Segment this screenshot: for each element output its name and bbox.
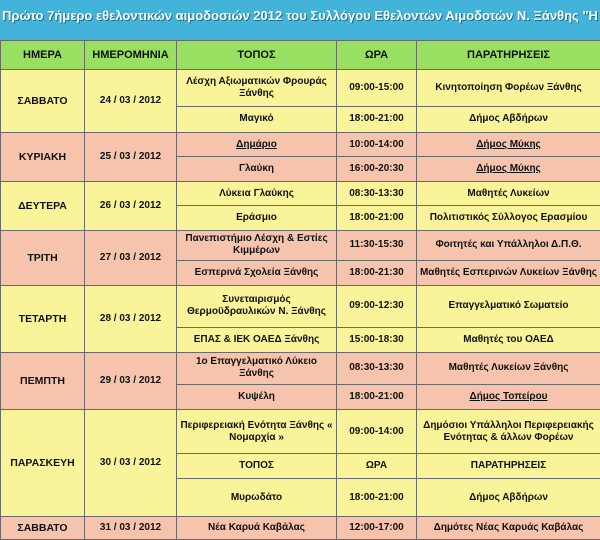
notes-cell: Δημότες Νέας Καρυάς Καβάλας [417, 517, 600, 540]
time-cell: 18:00-21:00 [337, 106, 417, 132]
notes-cell: Κινητοποίηση Φορέων Ξάνθης [417, 70, 600, 107]
notes-cell: Μαθητές Λυκείων Ξάνθης [417, 352, 600, 385]
time-cell: 08:30-13:30 [337, 181, 417, 205]
place-cell: Κυψέλη [177, 385, 337, 409]
day-cell: ΚΥΡΙΑΚΗ [1, 133, 85, 182]
table-row [1, 517, 600, 540]
notes-cell: Δήμος Αβδήρων [417, 478, 600, 517]
table-row [1, 352, 600, 385]
time-cell: 09:00-15:00 [337, 70, 417, 107]
place-cell: Εράσμιο [177, 206, 337, 230]
notes-cell: Δήμος Τοπείρου [417, 385, 600, 409]
day-cell: ΠΑΡΑΣΚΕΥΗ [1, 409, 85, 517]
header-place: ΤΟΠΟΣ [177, 41, 337, 70]
sub-header-place: ΤΟΠΟΣ [177, 454, 337, 478]
table-row [1, 133, 600, 157]
place-cell: Πανεπιστήμιο Λέσχη & Εστίες Κιμμέρων [177, 230, 337, 261]
day-cell: ΤΕΤΑΡΤΗ [1, 285, 85, 352]
time-cell: 15:00-18:30 [337, 328, 417, 352]
header-row [1, 41, 600, 70]
time-cell: 18:00-21:00 [337, 206, 417, 230]
notes-cell: Δήμος Αβδήρων [417, 106, 600, 132]
table-row [1, 230, 600, 261]
place-cell: Συνεταιρισμός Θερμοϋδραυλικών Ν. Ξάνθης [177, 285, 337, 328]
day-cell: ΤΡΙΤΗ [1, 230, 85, 285]
notes-cell: Μαθητές Εσπερινών Λυκείων Ξάνθης [417, 261, 600, 285]
notes-cell: Δήμος Μύκης [417, 133, 600, 157]
place-cell: Λέσχη Αξιωματικών Φρουράς Ξάνθης [177, 70, 337, 107]
time-cell: 18:00-21:00 [337, 478, 417, 517]
table-row [1, 409, 600, 454]
notes-cell: Μαθητές Λυκείων [417, 181, 600, 205]
time-cell: 18:00-21:00 [337, 385, 417, 409]
table-row [1, 285, 600, 328]
notes-cell: Πολιτιστικός Σύλλογος Ερασμίου [417, 206, 600, 230]
place-cell: Εσπερινά Σχολεία Ξάνθης [177, 261, 337, 285]
time-cell: 09:00-14:00 [337, 409, 417, 454]
schedule-table [0, 40, 600, 540]
notes-cell: Μαθητές του ΟΑΕΔ [417, 328, 600, 352]
day-cell: ΣΑΒΒΑΤΟ [1, 70, 85, 133]
place-cell: Μυρωδάτο [177, 478, 337, 517]
table-row [1, 181, 600, 205]
date-cell: 30 / 03 / 2012 [85, 409, 177, 517]
date-cell: 31 / 03 / 2012 [85, 517, 177, 540]
sub-header-notes: ΠΑΡΑΤΗΡΗΣΕΙΣ [417, 454, 600, 478]
place-cell: Γλαύκη [177, 157, 337, 181]
time-cell: 10:00-14:00 [337, 133, 417, 157]
time-cell: 11:30-15:30 [337, 230, 417, 261]
time-cell: 16:00-20:30 [337, 157, 417, 181]
notes-cell: Δήμος Μύκης [417, 157, 600, 181]
date-cell: 28 / 03 / 2012 [85, 285, 177, 352]
header-time: ΩΡΑ [337, 41, 417, 70]
sub-header-time: ΩΡΑ [337, 454, 417, 478]
page-title: Πρώτο 7ήμερο εθελοντικών αιμοδοσιών 2012 του Συλλόγου Εθελοντών Αιμοδοτών Ν. Ξάνθης "Η [0, 0, 600, 40]
notes-cell: Φοιτητές και Υπάλληλοι Δ.Π.Θ. [417, 230, 600, 261]
time-cell: 08:30-13:30 [337, 352, 417, 385]
time-cell: 18:00-21:30 [337, 261, 417, 285]
date-cell: 25 / 03 / 2012 [85, 133, 177, 182]
date-cell: 26 / 03 / 2012 [85, 181, 177, 230]
header-date: ΗΜΕΡΟΜΗΝΙΑ [85, 41, 177, 70]
date-cell: 29 / 03 / 2012 [85, 352, 177, 409]
time-cell: 12:00-17:00 [337, 517, 417, 540]
notes-cell: Δημόσιοι Υπάλληλοι Περιφερειακής Ενότητας & άλλων Φορέων [417, 409, 600, 454]
day-cell: ΔΕΥΤΕΡΑ [1, 181, 85, 230]
day-cell: ΠΕΜΠΤΗ [1, 352, 85, 409]
time-cell: 09:00-12:30 [337, 285, 417, 328]
place-cell: Δημάριο [177, 133, 337, 157]
notes-cell: Επαγγελματικό Σωματείο [417, 285, 600, 328]
place-cell: Μαγικό [177, 106, 337, 132]
place-cell: Λύκεια Γλαύκης [177, 181, 337, 205]
place-cell: ΕΠΑΣ & ΙΕΚ ΟΑΕΔ Ξάνθης [177, 328, 337, 352]
header-notes: ΠΑΡΑΤΗΡΗΣΕΙΣ [417, 41, 600, 70]
header-day: ΗΜΕΡΑ [1, 41, 85, 70]
place-cell: Περιφερειακή Ενότητα Ξάνθης « Νομαρχία » [177, 409, 337, 454]
place-cell: 1ο Επαγγελματικό Λύκειο Ξάνθης [177, 352, 337, 385]
day-cell: ΣΑΒΒΑΤΟ [1, 517, 85, 540]
table-row [1, 70, 600, 107]
date-cell: 27 / 03 / 2012 [85, 230, 177, 285]
place-cell: Νέα Καρυά Καβάλας [177, 517, 337, 540]
date-cell: 24 / 03 / 2012 [85, 70, 177, 133]
